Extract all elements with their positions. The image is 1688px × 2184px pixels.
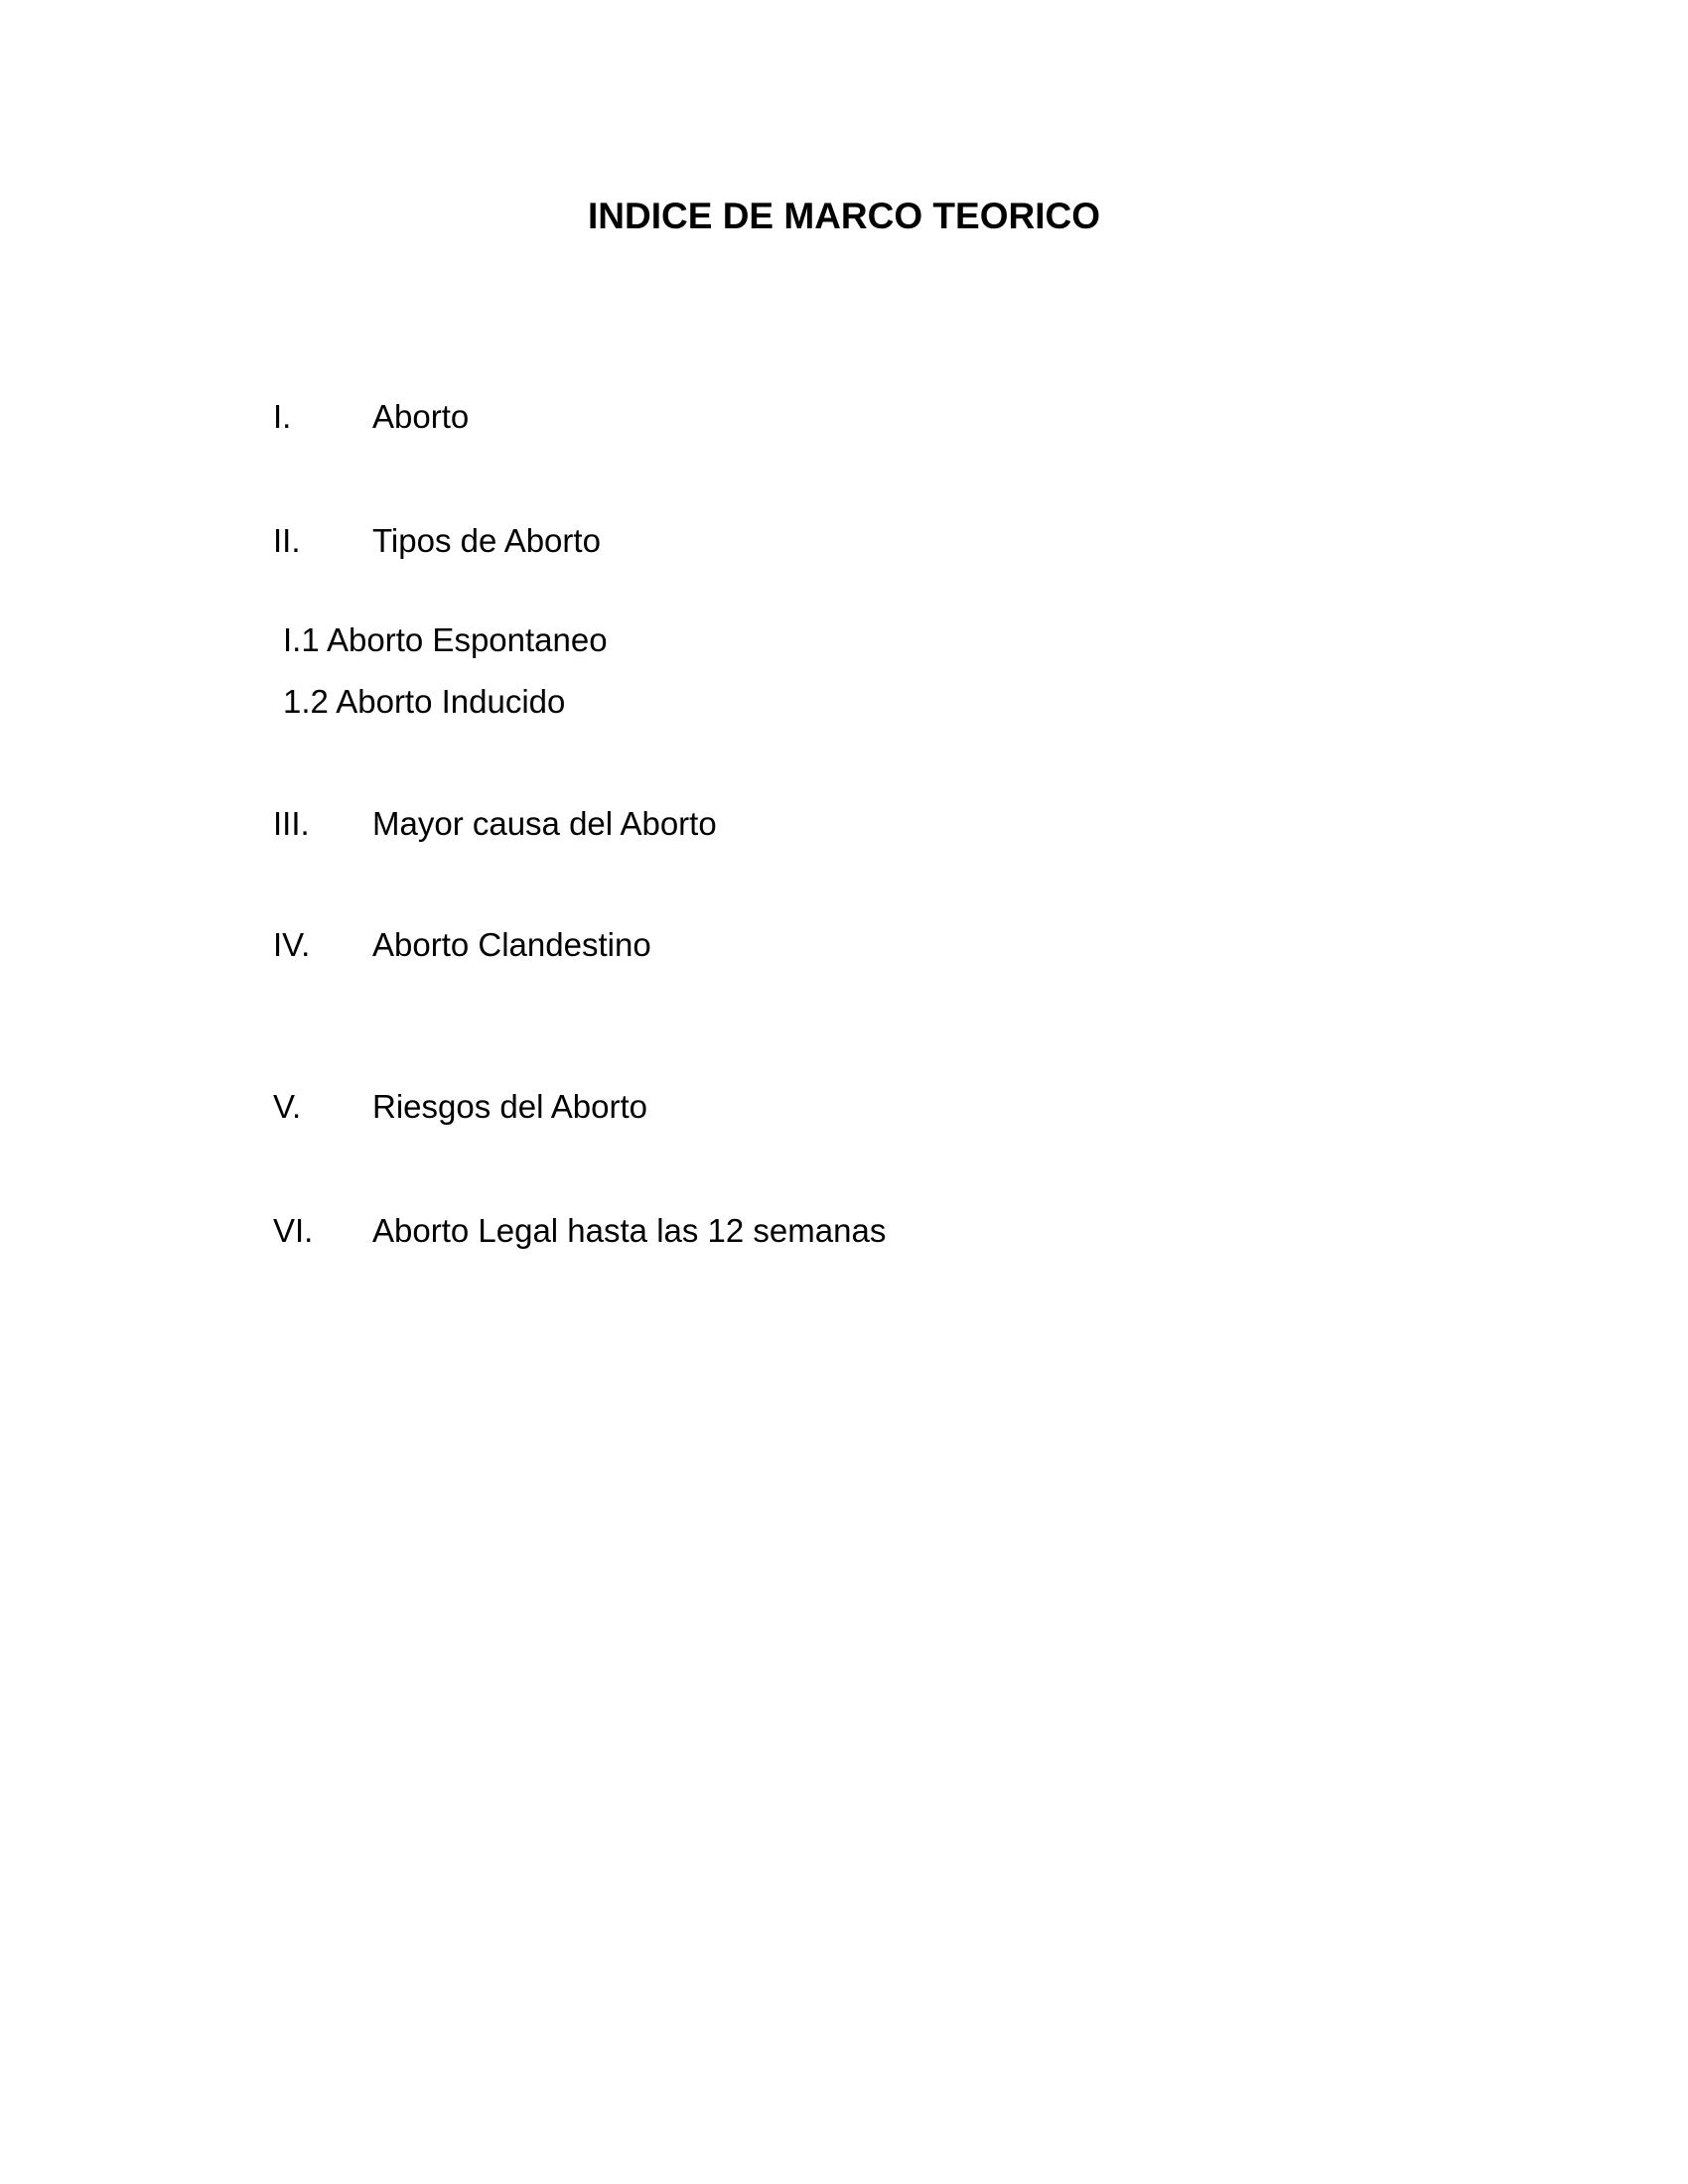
toc-entry-text: Mayor causa del Aborto — [372, 805, 717, 842]
toc-entry-number: II. — [273, 522, 301, 559]
toc-entry-text: Aborto — [372, 398, 470, 435]
toc-entry-number: V. — [273, 1088, 302, 1125]
toc-entry-text: Tipos de Aborto — [372, 522, 601, 559]
toc-entry-number: VI. — [273, 1212, 314, 1249]
toc-subentry-2: 1.2 Aborto Inducido — [283, 683, 566, 720]
toc-entry-5 — [0, 1085, 1092, 1129]
toc-entry-text: Riesgos del Aborto — [372, 1088, 648, 1125]
toc-entry-2 — [0, 519, 1092, 563]
toc-entry-text: Aborto Legal hasta las 12 semanas — [372, 1212, 887, 1249]
toc-entry-text: Aborto Clandestino — [372, 926, 651, 963]
toc-entry-number: IV. — [273, 926, 311, 963]
toc-entry-number: I. — [273, 398, 292, 435]
toc-entry-1 — [0, 395, 1092, 439]
toc-entry-6 — [0, 1209, 1092, 1253]
page-title: INDICE DE MARCO TEORICO — [588, 196, 1100, 236]
toc-entry-number: III. — [273, 805, 310, 842]
toc-entry-3 — [0, 802, 1092, 846]
toc-entry-4 — [0, 923, 1092, 967]
toc-subentry-1: I.1 Aborto Espontaneo — [283, 621, 608, 658]
